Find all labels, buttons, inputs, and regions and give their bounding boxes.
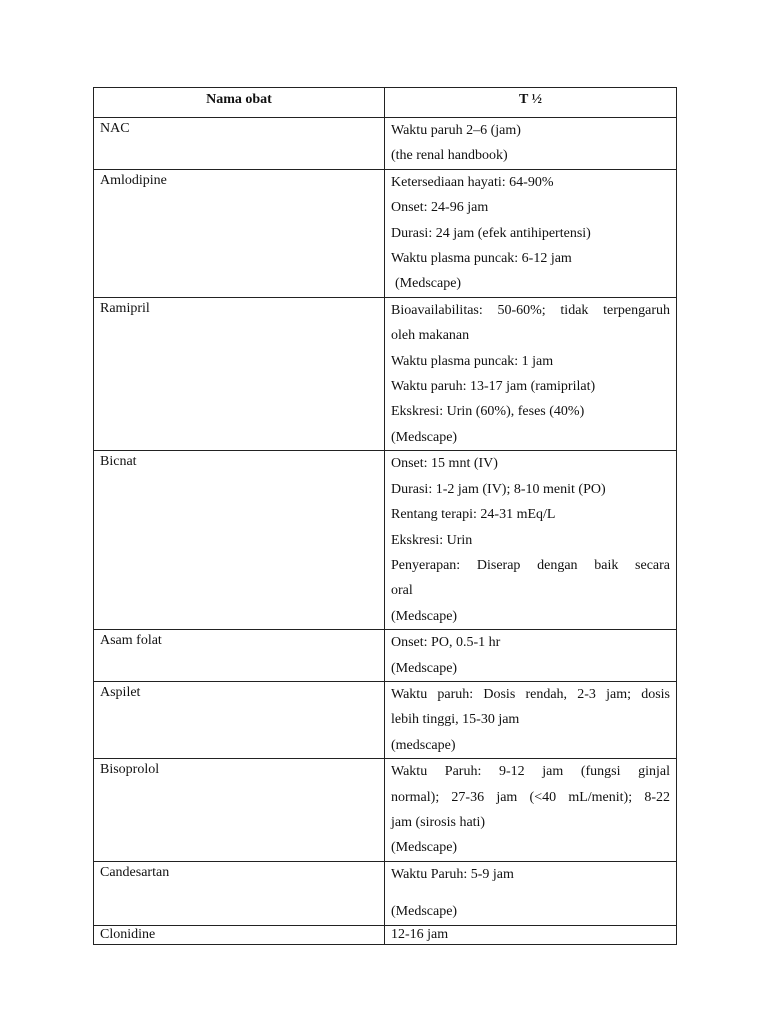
info-line: Ekskresi: Urin (60%), feses (40%) (391, 404, 585, 420)
drug-name-cell: NAC (94, 118, 385, 170)
header-half-life: T ½ (385, 88, 677, 118)
drug-info-cell (385, 169, 677, 297)
table-row (94, 297, 677, 450)
drug-info-cell (385, 451, 677, 630)
info-line: (medscape) (391, 737, 456, 753)
table-row (94, 630, 677, 682)
drug-name-cell: Asam folat (94, 630, 385, 682)
info-line: Waktu Paruh: 5-9 jam (391, 866, 514, 882)
drug-info-cell (385, 759, 677, 862)
drug-info-cell (385, 630, 677, 682)
info-line: (Medscape) (391, 429, 458, 445)
info-line: (Medscape) (391, 608, 458, 624)
drug-info-cell (385, 861, 677, 925)
info-line: (Medscape) (391, 840, 458, 856)
drug-name-cell: Bicnat (94, 451, 385, 630)
drug-info-cell (385, 297, 677, 450)
info-line: Onset: PO, 0.5-1 hr (391, 635, 501, 651)
info-line: normal); 27-36 jam (<40 mL/menit); 8-22 (391, 789, 670, 805)
info-line: Durasi: 1-2 jam (IV); 8-10 menit (PO) (391, 481, 606, 497)
info-line: (Medscape) (391, 904, 458, 920)
drug-halflife-table (93, 87, 677, 945)
info-line: Waktu paruh: Dosis rendah, 2-3 jam; dosis (391, 686, 670, 702)
drug-info-cell (385, 925, 677, 944)
info-line: Ekskresi: Urin (391, 532, 473, 548)
header-drug-name: Nama obat (94, 88, 385, 118)
info-line: Bioavailabilitas: 50-60%; tidak terpengaruh (391, 302, 670, 318)
info-line: (the renal handbook) (391, 148, 508, 164)
table-row (94, 925, 677, 944)
table-row (94, 681, 677, 758)
table-row (94, 861, 677, 925)
drug-info-cell (385, 681, 677, 758)
drug-name-cell: Ramipril (94, 297, 385, 450)
drug-name-cell: Candesartan (94, 861, 385, 925)
drug-name-cell: Aspilet (94, 681, 385, 758)
info-line: Waktu paruh: 13-17 jam (ramiprilat) (391, 379, 596, 395)
info-line: (Medscape) (391, 660, 458, 676)
table-row (94, 118, 677, 170)
info-line: Onset: 15 mnt (IV) (391, 456, 498, 472)
info-line: oleh makanan (391, 328, 470, 344)
info-line: 12-16 jam (391, 926, 449, 942)
info-line: Rentang terapi: 24-31 mEq/L (391, 507, 556, 523)
info-line: lebih tinggi, 15-30 jam (391, 712, 520, 728)
table-row (94, 169, 677, 297)
info-line: Waktu paruh 2–6 (jam) (391, 123, 521, 138)
drug-info-cell (385, 118, 677, 170)
info-line: Penyerapan: Diserap dengan baik secara (391, 557, 670, 573)
info-line: oral (391, 583, 413, 599)
drug-name-cell: Clonidine (94, 925, 385, 944)
drug-name-cell: Bisoprolol (94, 759, 385, 862)
info-line: Waktu plasma puncak: 6-12 jam (391, 251, 572, 267)
info-line: Durasi: 24 jam (efek antihipertensi) (391, 225, 591, 241)
info-line: Onset: 24-96 jam (391, 200, 489, 216)
table-row (94, 759, 677, 862)
info-line: Waktu plasma puncak: 1 jam (391, 353, 554, 369)
table-header-row (94, 88, 677, 118)
info-line: jam (sirosis hati) (391, 814, 486, 830)
drug-name-cell: Amlodipine (94, 169, 385, 297)
info-line: (Medscape) (395, 276, 462, 292)
table-row (94, 451, 677, 630)
info-line: Ketersediaan hayati: 64-90% (391, 174, 554, 190)
info-line: Waktu Paruh: 9-12 jam (fungsi ginjal (391, 764, 670, 780)
